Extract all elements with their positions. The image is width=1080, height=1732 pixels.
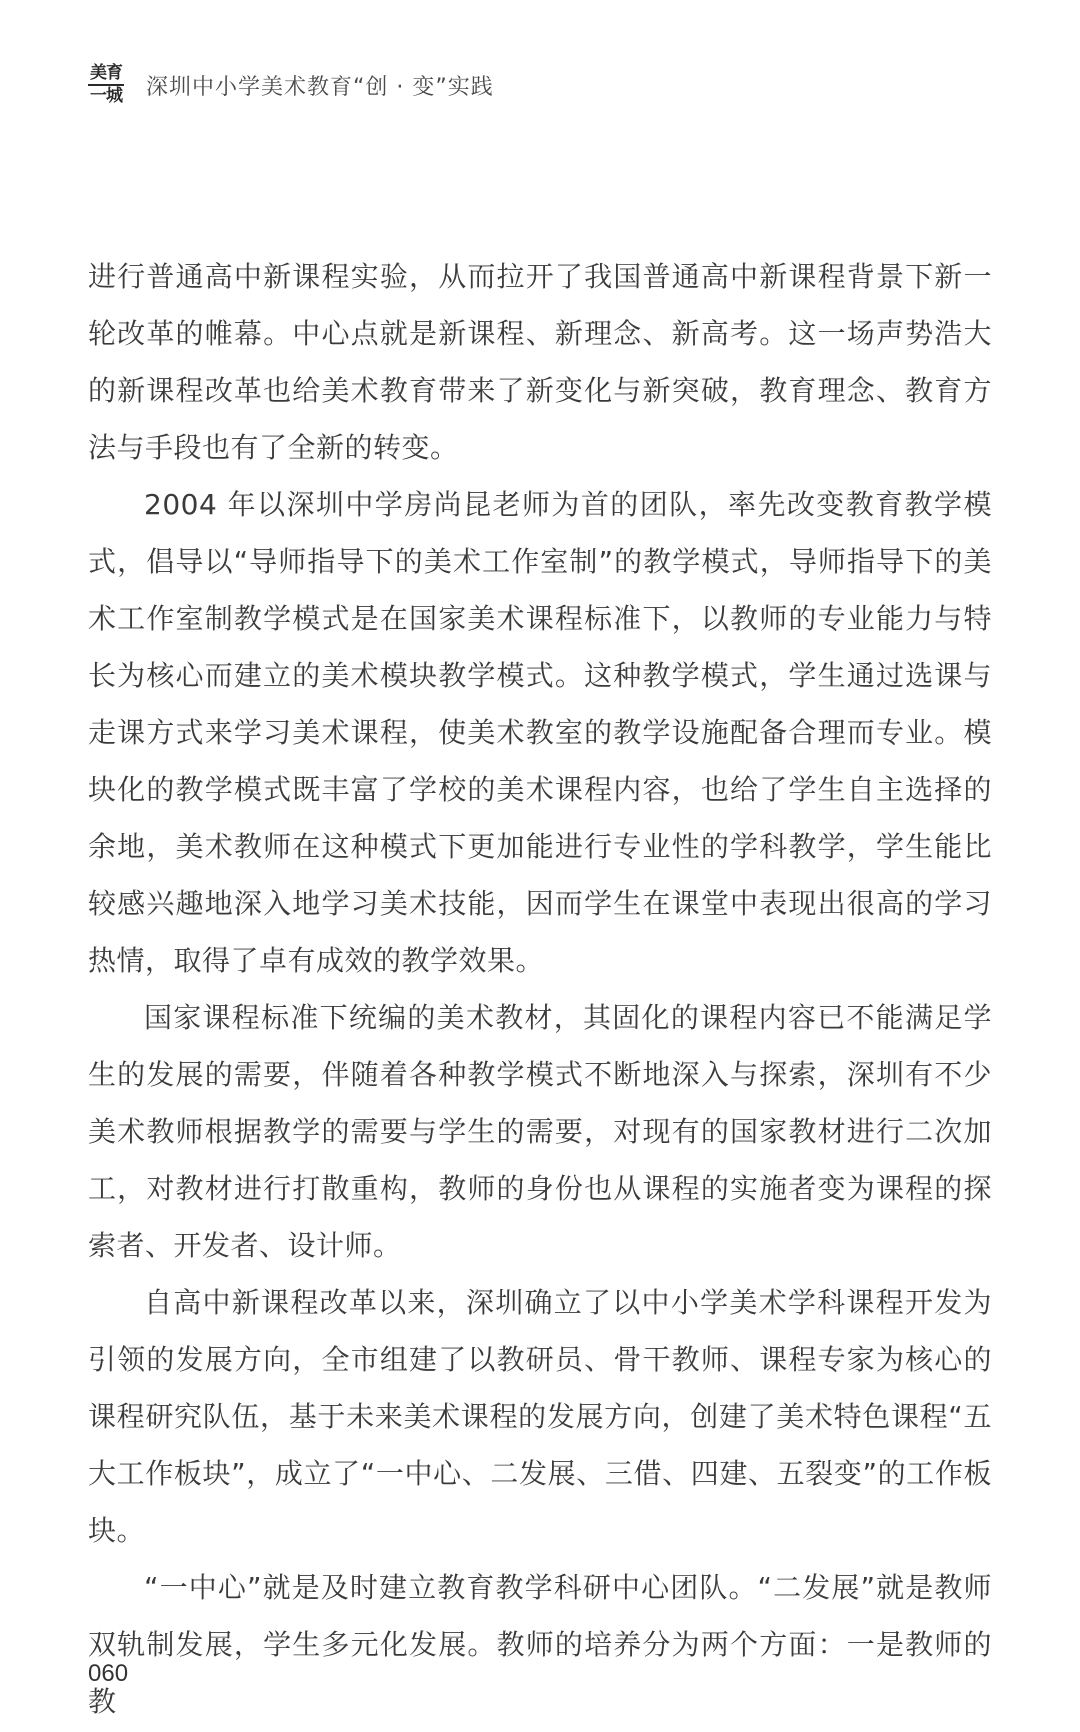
running-header xyxy=(88,64,494,106)
logo-line-2: 一城 xyxy=(90,86,122,106)
page-number: 060 xyxy=(88,1660,129,1687)
body-text xyxy=(88,248,992,1730)
logo-line-1: 美育 xyxy=(90,63,122,83)
series-title: 深圳中小学美术教育“创 · 变”实践 xyxy=(146,74,494,100)
paragraph: 国家课程标准下统编的美术教材，其固化的课程内容已不能满足学生的发展的需要，伴随着各种教学模式不断地深入与探索，深圳有不少美术教师根据教学的需要与学生的需要，对现有的国家教材进行二次加工，对教材进行打散重构，教师的身份也从课程的实施者变为课程的探索者、开发者、设计师。 xyxy=(88,1001,992,1262)
paragraph: 进行普通高中新课程实验，从而拉开了我国普通高中新课程背景下新一轮改革的帷幕。中心点就是新课程、新理念、新高考。这一场声势浩大的新课程改革也给美术教育带来了新变化与新突破，教育理念、教育方法与手段也有了全新的转变。 xyxy=(88,260,992,464)
book-logo xyxy=(88,64,124,106)
paragraph: “一中心”就是及时建立教育教学科研中心团队。“二发展”就是教师双轨制发展，学生多元化发展。教师的培养分为两个方面：一是教师的教 xyxy=(88,1571,992,1718)
paragraph: 自高中新课程改革以来，深圳确立了以中小学美术学科课程开发为引领的发展方向，全市组建了以教研员、骨干教师、课程专家为核心的课程研究队伍，基于未来美术课程的发展方向，创建了美术特色课程“五大工作板块”，成立了“一中心、二发展、三借、四建、五裂变”的工作板块。 xyxy=(88,1286,992,1547)
paragraph: 2004 年以深圳中学房尚昆老师为首的团队，率先改变教育教学模式，倡导以“导师指导下的美术工作室制”的教学模式，导师指导下的美术工作室制教学模式是在国家美术课程标准下，以教师的专业能力与特长为核心而建立的美术模块教学模式。这种教学模式，学生通过选课与走课方式来学习美术课程，使美术教室的教学设施配备合理而专业。模块化的教学模式既丰富了学校的美术课程内容，也给了学生自主选择的余地，美术教师在这种模式下更加能进行专业性的学科教学，学生能比较感兴趣地深入地学习美术技能，因而学生在课堂中表现出很高的学习热情，取得了卓有成效的教学效果。 xyxy=(88,488,992,977)
